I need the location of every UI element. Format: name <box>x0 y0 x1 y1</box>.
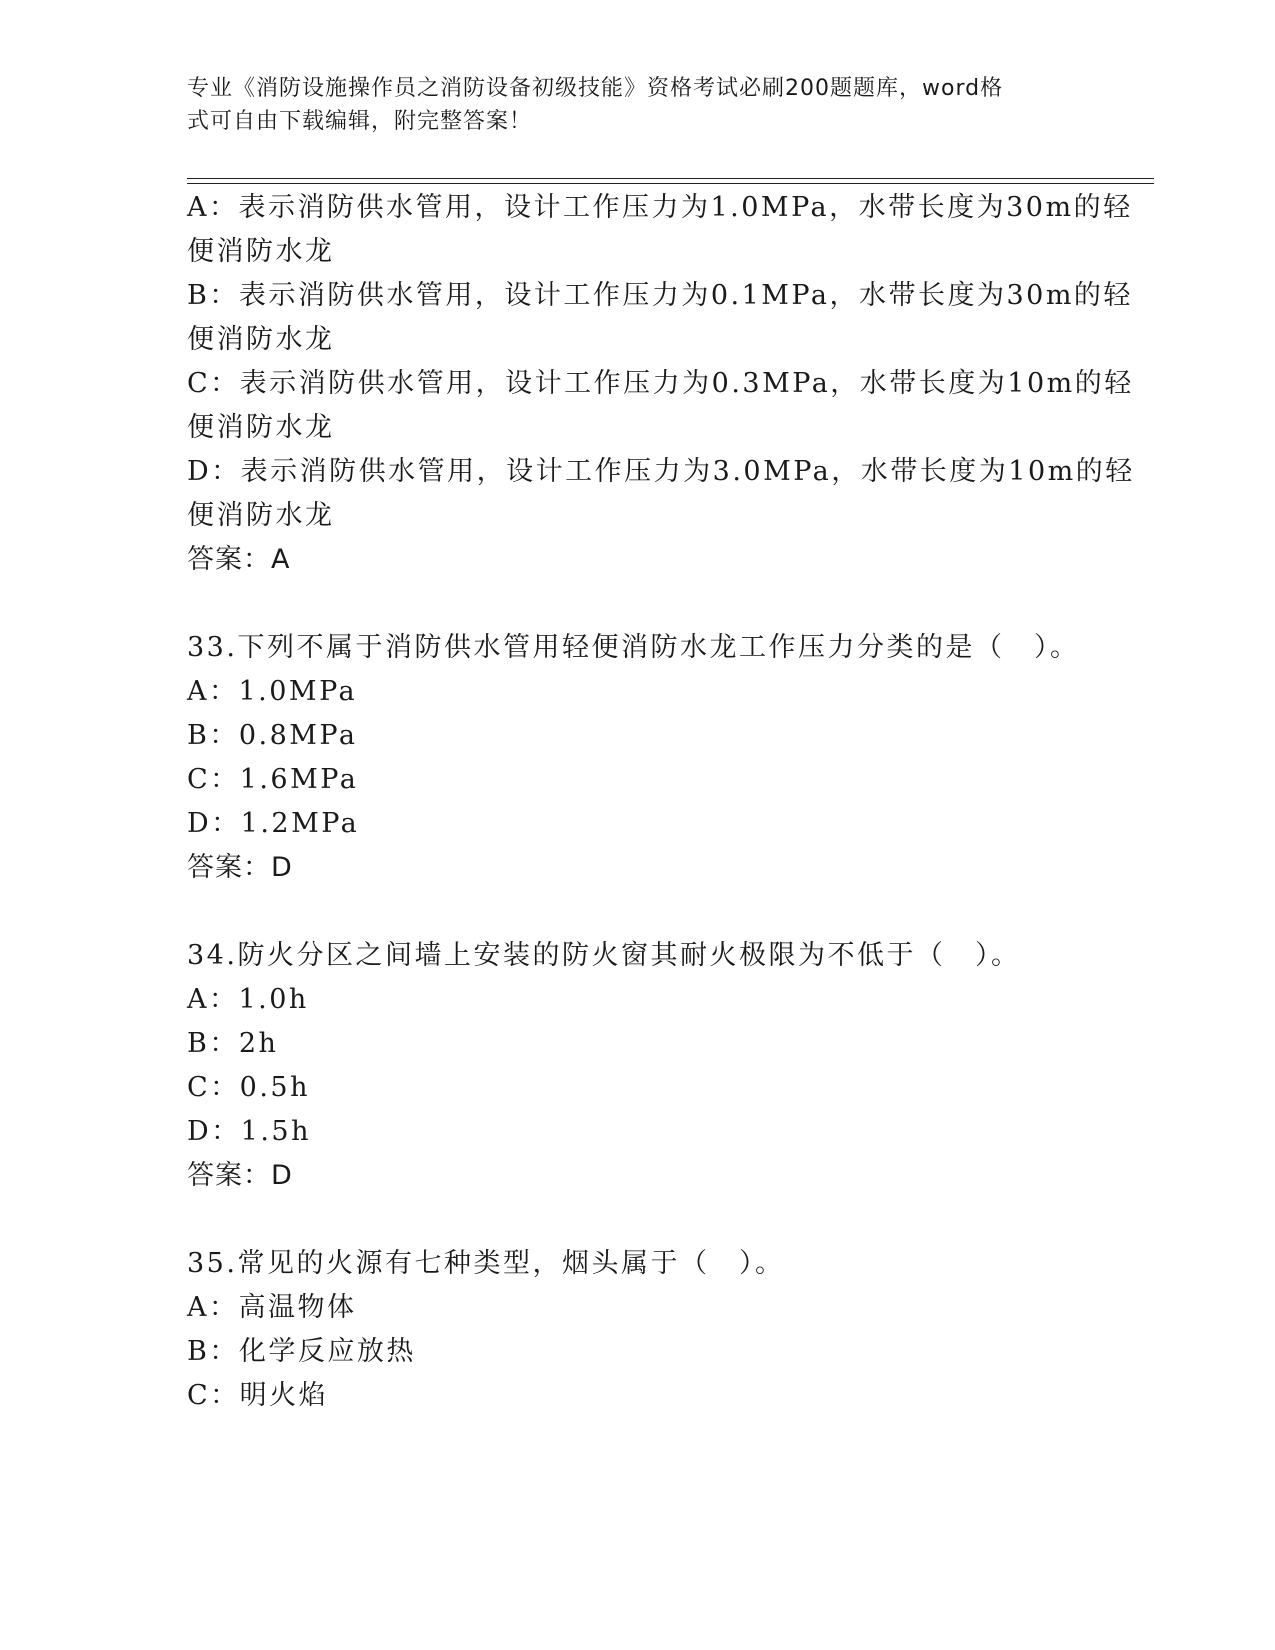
q35-question: 35.常见的火源有七种类型，烟头属于（ ）。 <box>187 1248 785 1279</box>
q33-question: 33.下列不属于消防供水管用轻便消防水龙工作压力分类的是（ ）。 <box>187 632 1080 663</box>
header-divider-top <box>187 178 1154 179</box>
q32-option-a-line2: 便消防水龙 <box>187 236 335 267</box>
header-line-2: 式可自由下载编辑，附完整答案！ <box>187 109 533 134</box>
q33-option-b: B：0.8MPa <box>187 720 358 751</box>
q34-option-a: A：1.0h <box>187 984 309 1015</box>
q32-option-a-line1: A：表示消防供水管用，设计工作压力为1.0MPa，水带长度为30m的轻 <box>187 192 1133 223</box>
header-line-1: 专业《消防设施操作员之消防设备初级技能》资格考试必刷200题题库，word格 <box>187 76 1004 101</box>
q34-option-b: B：2h <box>187 1028 279 1059</box>
q35-option-b: B：化学反应放热 <box>187 1336 416 1367</box>
q34-option-d: D：1.5h <box>187 1116 311 1147</box>
q32-option-c-line1: C：表示消防供水管用，设计工作压力为0.3MPa，水带长度为10m的轻 <box>187 368 1134 399</box>
document-header <box>187 72 1067 138</box>
q34-option-c: C：0.5h <box>187 1072 310 1103</box>
q33-answer: 答案：D <box>187 852 293 883</box>
q34-answer: 答案：D <box>187 1160 293 1191</box>
q35-option-a: A：高温物体 <box>187 1292 357 1323</box>
header-divider-bottom <box>187 183 1154 184</box>
q33-option-c: C：1.6MPa <box>187 764 359 795</box>
q32-option-d-line2: 便消防水龙 <box>187 500 335 531</box>
q33-option-a: A：1.0MPa <box>187 676 358 707</box>
q34-question: 34.防火分区之间墙上安装的防火窗其耐火极限为不低于（ ）。 <box>187 940 1021 971</box>
q32-option-c-line2: 便消防水龙 <box>187 412 335 443</box>
q32-answer: 答案：A <box>187 544 291 575</box>
q32-option-b-line1: B：表示消防供水管用，设计工作压力为0.1MPa，水带长度为30m的轻 <box>187 280 1133 311</box>
q32-option-d-line1: D：表示消防供水管用，设计工作压力为3.0MPa，水带长度为10m的轻 <box>187 456 1135 487</box>
q33-option-d: D：1.2MPa <box>187 808 360 839</box>
q32-option-b-line2: 便消防水龙 <box>187 324 335 355</box>
q35-option-c: C：明火焰 <box>187 1380 329 1411</box>
